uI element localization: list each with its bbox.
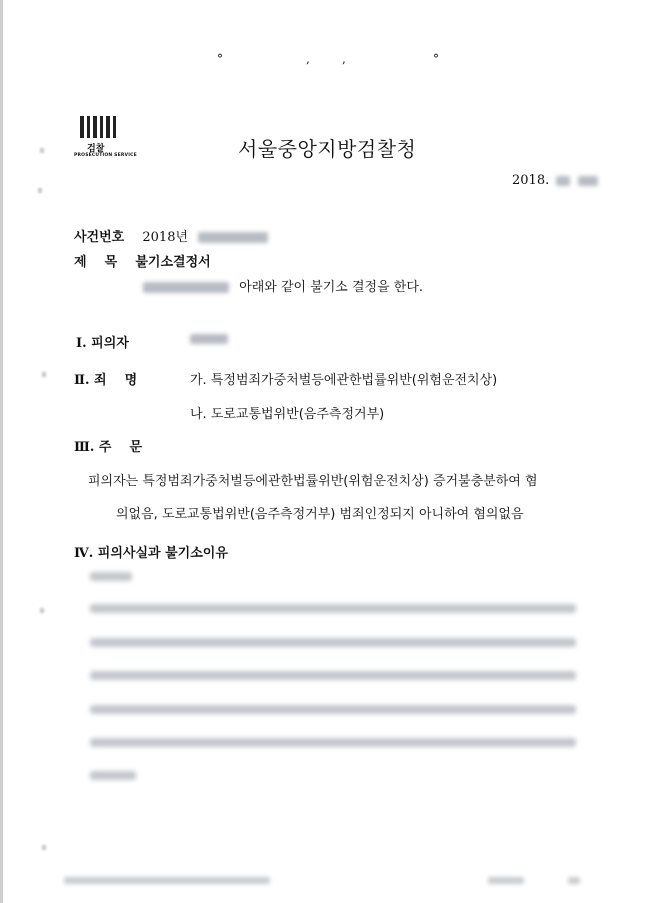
redacted-page-number (568, 877, 580, 884)
logo-english: PROSECUTION SERVICE (74, 153, 137, 158)
scan-mark (42, 372, 46, 377)
scan-mark (40, 148, 44, 153)
redacted-prosecutor (143, 282, 229, 293)
redacted-text-line (90, 604, 576, 613)
top-mark: , (342, 52, 346, 66)
office-name: 서울중앙지방검찰청 (238, 137, 417, 161)
logo-bars-icon (80, 116, 116, 138)
charge-heading: Ⅱ. 죄 명 (74, 373, 138, 388)
redacted-text-line (90, 671, 576, 680)
charge-item: 가. 특정범죄가중처벌등에관한법률위반(위험운전치상) (190, 373, 498, 388)
redacted-day (578, 176, 598, 186)
top-marks (0, 52, 646, 66)
suspect-heading: Ⅰ. 피의자 (76, 336, 129, 351)
intro-row (143, 276, 423, 295)
redacted-suspect-name (190, 334, 228, 344)
top-mark: ° (217, 52, 223, 66)
redacted-text-line (90, 738, 576, 747)
facts-heading: Ⅳ. 피의사실과 불기소이유 (74, 546, 228, 561)
order-line: 의없음, 도로교통법위반(음주측정거부) 범죄인정되지 아니하여 혐의없음 (116, 507, 524, 522)
order-heading: Ⅲ. 주 문 (74, 440, 143, 455)
top-mark: ° (433, 52, 439, 66)
case-number-row (74, 226, 268, 245)
prosecution-logo (74, 116, 137, 166)
redacted-case-number (198, 232, 268, 243)
scan-mark (38, 188, 42, 193)
title-label: 제 목 (74, 255, 118, 270)
redacted-footer-left (64, 877, 270, 884)
redacted-text-line (90, 705, 576, 714)
date-year: 2018. (512, 173, 550, 188)
redacted-footer-right (488, 877, 524, 884)
intro-text: 아래와 같이 불기소 결정을 한다. (239, 280, 424, 295)
case-number-year: 2018년 (142, 230, 189, 245)
document-date (512, 173, 598, 188)
redacted-month (556, 176, 570, 186)
scan-mark (40, 608, 44, 613)
redacted-text-line (90, 771, 136, 780)
logo-korean: 검찰 (87, 144, 105, 154)
top-mark: , (306, 52, 310, 66)
redacted-text-line (90, 572, 132, 581)
redacted-text-line (90, 638, 576, 647)
page-edge (0, 0, 3, 903)
title-row (74, 251, 211, 270)
scan-mark (42, 845, 46, 850)
case-number-label: 사건번호 (74, 230, 125, 245)
order-line: 피의자는 특정범죄가중처벌등에관한법률위반(위험운전치상) 증거불충분하여 혐 (88, 474, 538, 489)
title-value: 불기소결정서 (135, 255, 211, 270)
charge-item: 나. 도로교통법위반(음주측정거부) (190, 407, 385, 422)
